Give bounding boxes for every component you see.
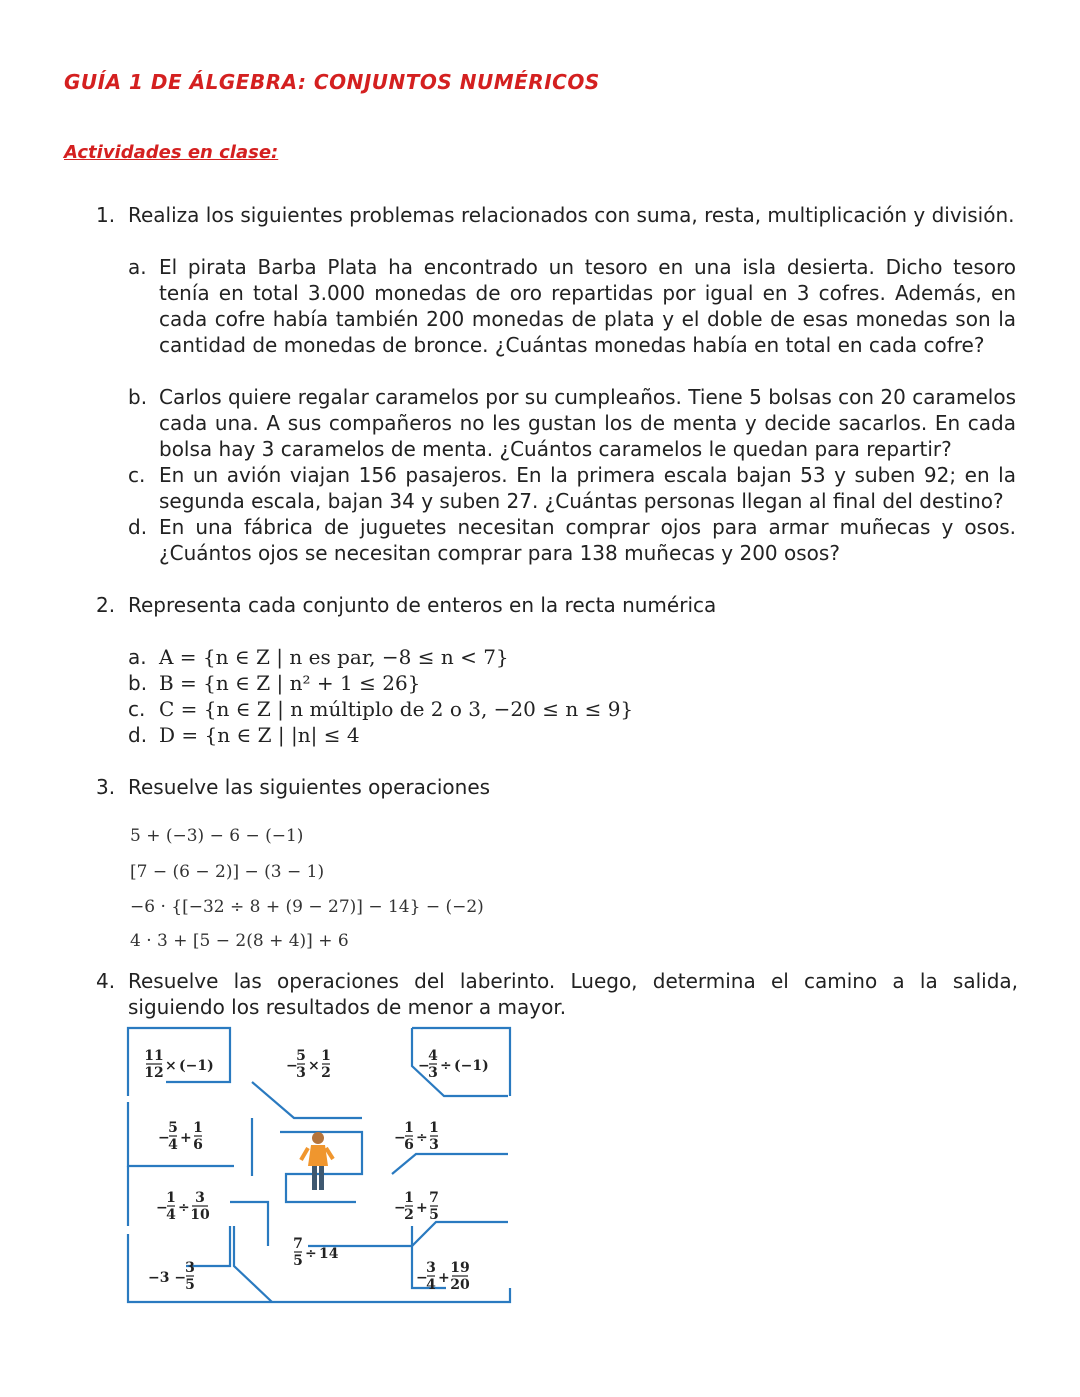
cell-sign: − <box>394 1200 406 1216</box>
cell-operator: × <box>308 1058 320 1074</box>
cell-operator: + <box>438 1270 450 1286</box>
set-definition: A = {n ∈ Z | n es par, −8 ≤ n < 7} <box>159 645 509 669</box>
fraction-denominator: 10 <box>190 1207 210 1223</box>
set-definition: D = {n ∈ Z | |n| ≤ 4 <box>159 723 360 747</box>
cell-operator: + <box>180 1130 192 1146</box>
question-text: Representa cada conjunto de enteros en la recta numérica <box>128 593 717 617</box>
question-number: 3. <box>96 775 116 799</box>
fraction-numerator: 7 <box>293 1236 303 1252</box>
cell-operator: × <box>165 1058 177 1074</box>
question-number: 1. <box>96 203 116 227</box>
cell-sign: − <box>158 1130 170 1146</box>
item-text: En un avión viajan 156 pasajeros. En la primera escala bajan 53 y suben 92; en la segunda escala, bajan 34 y suben 27. ¿Cuántas personas llegan al final del destino? <box>159 463 1016 513</box>
q1-item-b <box>128 384 1016 462</box>
fraction-denominator: 4 <box>168 1137 178 1153</box>
fraction-numerator: 19 <box>450 1260 470 1276</box>
section-subtitle: Actividades en clase: <box>64 142 279 163</box>
item-letter: a. <box>128 255 147 279</box>
question-number: 4. <box>96 969 116 993</box>
cell-operator: ÷ <box>440 1058 452 1074</box>
cell-sign: − <box>394 1130 406 1146</box>
set-b <box>128 670 420 696</box>
fraction-denominator: 2 <box>404 1207 414 1223</box>
fraction-numerator: 4 <box>428 1048 438 1064</box>
cell-operator: ÷ <box>416 1130 428 1146</box>
item-text: Carlos quiere regalar caramelos por su cumpleaños. Tiene 5 bolsas con 20 caramelos cada una. A sus compañeros no les gustan los de menta y decide sacarlos. En cada bolsa hay 3 caramelos de menta. ¿Cuántos caramelos le quedan para repartir? <box>159 385 1016 461</box>
fraction-numerator: 5 <box>296 1048 306 1064</box>
cell-operator: ÷ <box>305 1246 317 1262</box>
question-4 <box>96 968 1016 1020</box>
item-text: El pirata Barba Plata ha encontrado un tesoro en una isla desierta. Dicho tesoro tenía en total 3.000 monedas de oro repartidas por igual en 3 cofres. Además, en cada cofre había también 200 monedas de plata y el doble de esas monedas son la cantidad de monedas de bronce. ¿Cuántas monedas había en total en cada cofre? <box>159 255 1016 357</box>
fraction-numerator: 1 <box>404 1120 414 1136</box>
fraction-denominator: 2 <box>321 1065 331 1081</box>
fraction-numerator: 7 <box>429 1190 439 1206</box>
cell-sign: − <box>416 1270 428 1286</box>
fraction-numerator: 1 <box>429 1120 439 1136</box>
fraction-denominator: 4 <box>166 1207 176 1223</box>
item-letter: a. <box>128 645 147 669</box>
question-text: Realiza los siguientes problemas relacionados con suma, resta, multiplicación y división. <box>128 203 1015 227</box>
fraction-denominator: 5 <box>293 1253 303 1269</box>
cell-operand: 14 <box>319 1246 339 1262</box>
q1-item-c <box>128 462 1016 514</box>
question-number: 2. <box>96 593 116 617</box>
fraction-numerator: 3 <box>185 1260 195 1276</box>
maze-diagram <box>126 1026 516 1316</box>
fraction-numerator: 5 <box>168 1120 178 1136</box>
fraction-denominator: 5 <box>429 1207 439 1223</box>
fraction-denominator: 12 <box>144 1065 164 1081</box>
item-letter: c. <box>128 697 146 721</box>
item-text: En una fábrica de juguetes necesitan comprar ojos para armar muñecas y osos. ¿Cuántos ojos se necesitan comprar para 138 muñecas y 200 osos? <box>159 515 1016 565</box>
cell-operator: ÷ <box>178 1200 190 1216</box>
fraction-denominator: 4 <box>426 1277 436 1293</box>
fraction-numerator: 3 <box>195 1190 205 1206</box>
fraction-numerator: 3 <box>426 1260 436 1276</box>
fraction-numerator: 1 <box>404 1190 414 1206</box>
q1-item-d <box>128 514 1016 566</box>
operation-3: −6 · {[−32 ÷ 8 + (9 − 27)] − 14} − (−2) <box>130 897 484 917</box>
set-c <box>128 696 633 722</box>
person-icon <box>301 1132 333 1190</box>
item-letter: b. <box>128 671 148 695</box>
fraction-numerator: 1 <box>321 1048 331 1064</box>
operation-2: [7 − (6 − 2)] − (3 − 1) <box>130 862 325 882</box>
fraction-denominator: 6 <box>404 1137 414 1153</box>
page-title: GUÍA 1 DE ÁLGEBRA: CONJUNTOS NUMÉRICOS <box>64 70 600 94</box>
question-text: Resuelve las operaciones del laberinto. Luego, determina el camino a la salida, siguiendo los resultados de menor a mayor. <box>128 969 1018 1019</box>
operation-4: 4 · 3 + [5 − 2(8 + 4)] + 6 <box>130 931 349 951</box>
fraction-numerator: 1 <box>193 1120 203 1136</box>
cell-sign: − <box>286 1058 298 1074</box>
cell-sign: − <box>156 1200 168 1216</box>
fraction-numerator: 1 <box>166 1190 176 1206</box>
question-text: Resuelve las siguientes operaciones <box>128 775 491 799</box>
cell-operand: (−1) <box>179 1058 214 1074</box>
fraction-denominator: 5 <box>185 1277 195 1293</box>
cell-operand: (−1) <box>454 1058 489 1074</box>
fraction-numerator: 11 <box>144 1048 164 1064</box>
item-letter: d. <box>128 723 148 747</box>
cell-sign: −3 − <box>148 1270 187 1286</box>
set-d <box>128 722 360 748</box>
set-definition: C = {n ∈ Z | n múltiplo de 2 o 3, −20 ≤ n ≤ 9} <box>159 697 634 721</box>
item-letter: c. <box>128 463 146 487</box>
set-a <box>128 644 509 670</box>
q1-item-a <box>128 254 1016 358</box>
cell-sign: − <box>418 1058 430 1074</box>
fraction-denominator: 6 <box>193 1137 203 1153</box>
fraction-denominator: 3 <box>296 1065 306 1081</box>
operation-1: 5 + (−3) − 6 − (−1) <box>130 826 304 846</box>
fraction-denominator: 20 <box>450 1277 470 1293</box>
fraction-denominator: 3 <box>428 1065 438 1081</box>
set-definition: B = {n ∈ Z | n² + 1 ≤ 26} <box>159 671 421 695</box>
item-letter: d. <box>128 515 148 539</box>
cell-operator: + <box>416 1200 428 1216</box>
item-letter: b. <box>128 385 148 409</box>
fraction-denominator: 3 <box>429 1137 439 1153</box>
